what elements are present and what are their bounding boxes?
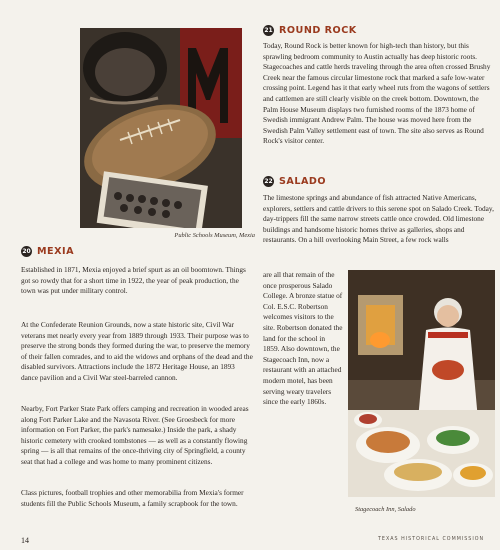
mexia-title: MEXIA [37,246,74,257]
football-photo-caption: Public Schools Museum, Mexia [174,232,255,239]
salado-heading [263,176,326,187]
stagecoach-photo-art [348,270,495,497]
mexia-paragraph-4: Class pictures, football trophies and other memorabilia from Mexia's former students fill the Public Schools Museum, a family scrapbook for the town. [21,488,244,508]
stagecoach-photo [348,270,495,497]
footer-brand: TEXAS HISTORICAL COMMISSION [378,537,485,542]
mexia-paragraph-1: Established in 1871, Mexia enjoyed a brief spurt as an oil boomtown. Things got so rowdy that for a short time in 1922, the year of peak production, the town was put under military control. [21,265,246,296]
round-rock-title: ROUND ROCK [279,25,357,36]
football-photo [80,28,242,228]
round-rock-body: Today, Round Rock is better known for high-tech than history, but this sprawling bedroom community to Austin actually has deep historic roots. Stagecoaches and cattle herds traveling through the area often crossed Brushy Creek near the famous circular limestone rock that marked a safe low-water crossing point. Legend has it that early wheel ruts from the wagons of settlers and cattlemen are still clearly visible on the creek bottom. Downtown, the Palm House Museum displays two furnished rooms of the 1873 home of Swedish immigrant Andrew Palm. The house was moved here from the Swedish Palm Valley settlement east of town. The site also serves as Round Rock's visitor center. [263,41,491,146]
salado-number-badge: 22 [264,178,273,185]
mexia-paragraph-3: Nearby, Fort Parker State Park offers camping and recreation in wooded areas along Fort Parker Lake and the Navasota River. (See Groesbeck for more information on Fort Parker, the park's namesake.) Inside the park, a shady historic cemetery with crooked tombstones — as well as a constantly flowing spring — is all that remains of the once-thriving city of Springfield, a county seat that had a college and was home to many prominent citizens. [21,404,249,466]
mexia-paragraph-2: At the Confederate Reunion Grounds, now a state historic site, Civil War veterans met nearly every year from 1889 through 1933. Their purpose was to preserve the strong bonds they formed during the war, to preserve the memory of their fallen comrades, and to aid the widows and orphans of the dead and the disabled survivors. Attractions include the 1872 Heritage House, an 1893 dance pavilion and a Civil War steel-barreled cannon. [21,320,253,382]
salado-body-top: The limestone springs and abundance of fish attracted Native Americans, explorers, settlers and cattle drivers to this serene spot on Salado Creek. Today, day-trippers fill the same narrow streets cattle once crowded. Old limestone buildings and handsome historic homes thrive as galleries, shops and restaurants. On a hill overlooking Main Street, a few rock walls [263,193,494,245]
mexia-number-badge: 20 [22,248,31,255]
football-photo-art [80,28,242,228]
stagecoach-photo-caption: Stagecoach Inn, Salado [355,506,416,513]
salado-body-wrap: are all that remain of the once prosperous Salado College. A bronze statue of Col. E.S.C. Robertson welcomes visitors to the site. Robertson donated the land for the school in 1859. Also downtown, the Stagecoach Inn, now a restaurant with an attached modern motel, has been serving weary travelers since the early 1860s. [263,270,343,407]
round-rock-number-badge: 21 [264,27,273,34]
salado-title: SALADO [279,176,326,187]
mexia-heading [21,246,74,257]
round-rock-heading [263,25,357,36]
page-number: 14 [21,536,29,545]
